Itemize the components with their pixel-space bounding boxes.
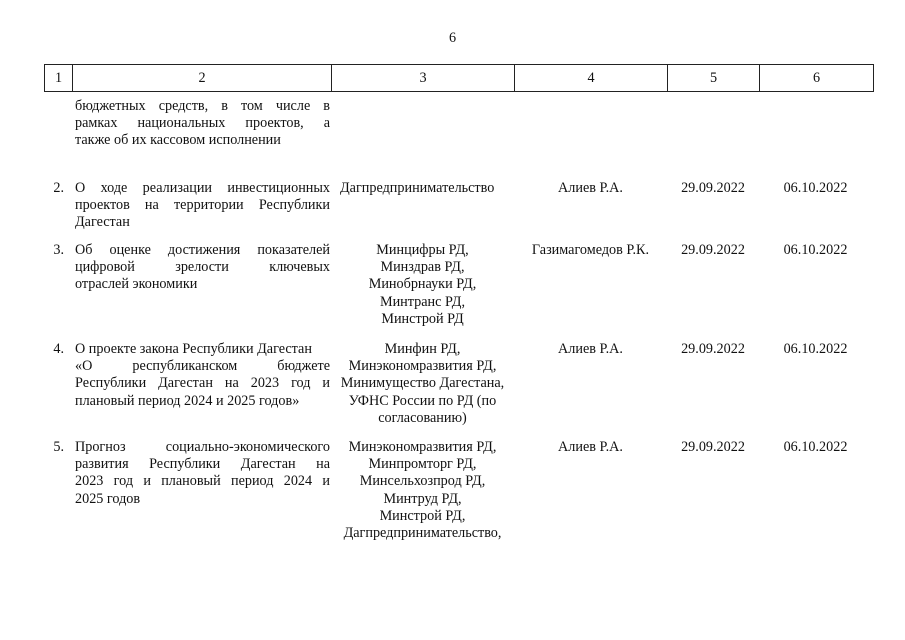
header-col-5: 5	[668, 65, 760, 91]
executor-line: Минтруд РД,	[383, 490, 462, 507]
text-line: О ходе реализации инвестиционных	[75, 180, 330, 196]
executor-line: Минэкономразвития РД,	[348, 439, 497, 455]
text-line: также об их кассовом исполнении	[75, 132, 281, 149]
text-line: Республики Дагестан на 2023 год и	[75, 375, 330, 392]
row-executors	[340, 180, 520, 197]
row-number: 3.	[53, 242, 64, 258]
row-responsible: Алиев Р.А.	[558, 341, 623, 357]
header-col-4: 4	[515, 65, 668, 91]
text-line: рамках национальных проектов, а	[75, 115, 330, 132]
row-date-2: 06.10.2022	[783, 439, 848, 455]
text-line: Прогноз социально-экономического	[75, 439, 330, 455]
row-number: 4.	[53, 341, 64, 357]
header-col-2: 2	[73, 65, 332, 91]
executor-line: Минпромторг РД,	[368, 456, 477, 473]
text-line: проектов на территории Республики	[75, 197, 330, 214]
row-date-2: 06.10.2022	[783, 180, 848, 196]
executor-line: Минэкономразвития РД,	[348, 358, 497, 375]
header-col-1: 1	[45, 65, 73, 91]
row-title	[75, 439, 330, 508]
text-line: развития Республики Дагестан на	[75, 456, 330, 473]
text-line: плановый период 2024 и 2025 годов»	[75, 392, 300, 409]
text-line: 2025 годов	[75, 490, 141, 507]
page-number: 6	[448, 30, 457, 46]
row-date-1: 29.09.2022	[681, 341, 745, 357]
text-line: «О республиканском бюджете	[75, 358, 330, 375]
executor-line: Минтранс РД,	[379, 293, 466, 310]
row-responsible: Газимагомедов Р.К.	[531, 242, 650, 258]
executor-line: Минстрой РД	[381, 310, 464, 327]
row-date-1: 29.09.2022	[681, 439, 745, 455]
text-line: бюджетных средств, в том числе в	[75, 98, 330, 114]
table-header	[44, 64, 874, 92]
text-line: О проекте закона Республики Дагестан	[75, 341, 312, 357]
row-executors	[331, 341, 514, 427]
executor-line: Минстрой РД,	[379, 507, 466, 524]
row-date-2: 06.10.2022	[783, 341, 848, 357]
executor-line: Дагпредпринимательство	[340, 180, 495, 196]
text-line: отраслей экономики	[75, 276, 198, 293]
executor-line: Минсельхозпрод РД,	[359, 473, 486, 490]
row-responsible: Алиев Р.А.	[558, 180, 623, 196]
executor-line: Минфин РД,	[384, 341, 461, 357]
row-date-1: 29.09.2022	[681, 242, 745, 258]
row-executors	[331, 242, 514, 328]
text-line: Об оценке достижения показателей	[75, 242, 330, 258]
row-responsible: Алиев Р.А.	[558, 439, 623, 455]
row-title	[75, 180, 330, 232]
executor-line: согласованию)	[378, 409, 467, 426]
text-line: 2023 год и плановый период 2024 и	[75, 473, 330, 490]
continuation-text	[75, 98, 330, 150]
text-line: цифровой зрелости ключевых	[75, 259, 330, 276]
row-number: 5.	[53, 439, 64, 455]
row-title	[75, 341, 330, 410]
row-date-2: 06.10.2022	[783, 242, 848, 258]
executor-line: УФНС России по РД (по	[348, 392, 497, 409]
executor-line: Минздрав РД,	[380, 259, 465, 276]
executor-line: Минобрнауки РД,	[368, 276, 477, 293]
row-number: 2.	[53, 180, 64, 196]
row-title	[75, 242, 330, 294]
row-date-1: 29.09.2022	[681, 180, 745, 196]
text-line: Дагестан	[75, 214, 130, 231]
header-col-6: 6	[812, 70, 821, 86]
header-col-3: 3	[332, 65, 515, 91]
executor-line: Дагпредпринимательство,	[343, 525, 502, 542]
executor-line: Минцифры РД,	[376, 242, 469, 258]
row-executors	[331, 439, 514, 542]
executor-line: Минимущество Дагестана,	[340, 375, 505, 392]
